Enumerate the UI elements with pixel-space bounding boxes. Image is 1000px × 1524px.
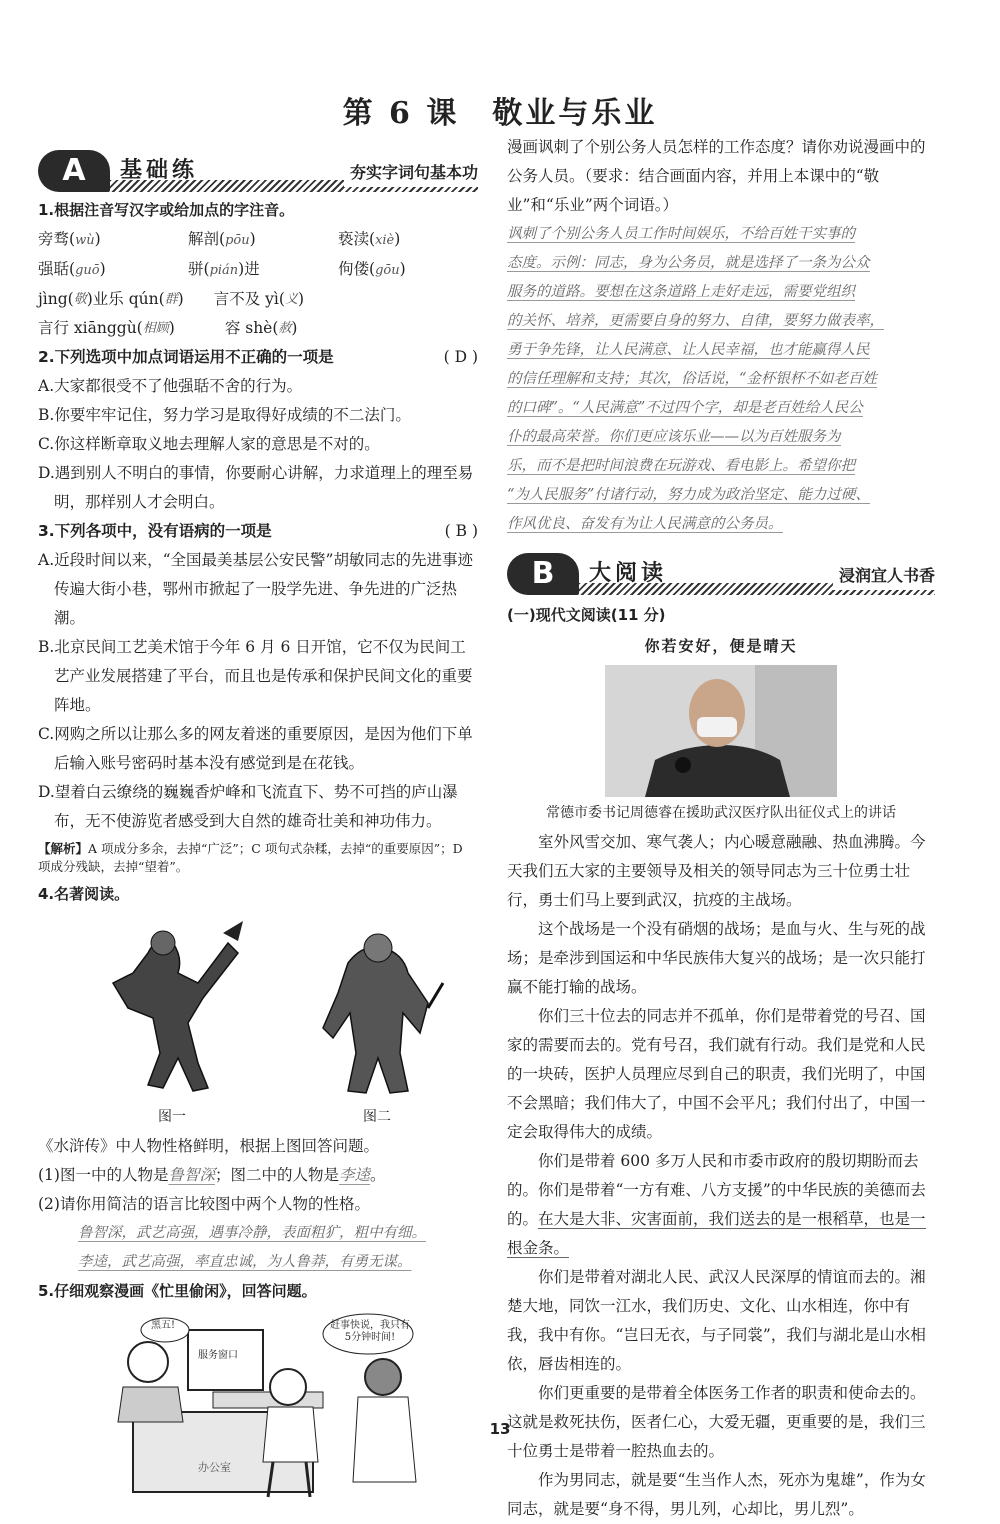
q4-figures <box>38 913 478 1128</box>
section-a-name: 基础练 <box>120 158 199 183</box>
article-paragraph-4: 你们是带着 600 多万人民和市委市政府的殷切期盼而去的。你们是带着“一方有难、八方支援”的中华民族的美德而去的。在大是大非、灾害面前，我们送去的是一根稻草，也是一根金条。 <box>507 1152 926 1257</box>
question-1 <box>38 196 478 343</box>
q1-stem: 1.根据注音写汉字或给加点的字注音。 <box>38 201 295 219</box>
answer: 敬 <box>73 292 87 307</box>
section-b-header <box>507 553 935 597</box>
article-paragraph-7: 作为男同志，就是要“生当作人杰，死亦为鬼雄”，作为女同志，就是要“身不得，男儿列，心却比，男儿烈”。 <box>507 1471 926 1518</box>
answer: wù <box>75 233 95 248</box>
section-a-subtitle: 夯实字词句基本功 <box>344 158 478 187</box>
q1-line2: 强聒(guō) 骈(pián)进 佝偻(gōu) <box>38 260 406 278</box>
figure-2-caption: 图二 <box>363 1109 391 1125</box>
answer-likui: 李逵 <box>339 1166 371 1184</box>
q2-stem: 2.下列选项中加点词语运用不正确的一项是 <box>38 348 334 366</box>
speech-bubble-1: 黑五! <box>151 1320 176 1331</box>
q1-line1: 旁骛(wù) 解剖(pōu) 亵渎(xiè) <box>38 230 401 248</box>
article-paragraph-5: 你们是带着对湖北人民、武汉人民深厚的情谊而去的。湘楚大地，同饮一江水，我们历史、文化、山水相连，你中有我，我中有你。“岂曰无衣，与子同裳”，我们与湖北是山水相依，唇齿相连的。 <box>507 1268 926 1373</box>
q2-answer: ( D ) <box>443 348 478 366</box>
answer: pōu <box>225 233 250 248</box>
section-a-header <box>38 150 478 194</box>
photo-caption: 常德市委书记周德睿在援助武汉医疗队出征仪式上的讲话 <box>546 805 896 821</box>
speech-bubble-2: 赶事快说，我只有5分钟时间! <box>330 1320 410 1343</box>
q4-answer-line1: 鲁智深，武艺高强，遇事冷静，表面粗犷，粗中有细。 <box>78 1225 426 1241</box>
q2-option-a: A.大家都很受不了他强聒不舍的行为。 <box>38 377 303 395</box>
q3-answer: ( B ) <box>444 522 478 540</box>
question-5 <box>38 1277 478 1502</box>
q4-intro: 《水浒传》中人物性格鲜明，根据上图回答问题。 <box>38 1137 380 1155</box>
reading-part-title: (一)现代文阅读(11 分) <box>507 606 666 624</box>
speaker-photo <box>605 665 837 797</box>
underlined-sentence: 在大是大非、灾害面前，我们送去的是一根稻草，也是一根金条。 <box>507 1210 926 1257</box>
article-paragraph-6: 你们更重要的是带着全体医务工作者的职责和使命去的。这就是救死扶伤，医者仁心，大爱无疆，更重要的是，我们三十位勇士是带着一腔热血去的。 <box>507 1384 926 1460</box>
q5-answer: 讽刺了个别公务人员工作时间娱乐，不给百姓干实事的 态度。示例：同志，身为公务员，就是选择了一条为公众 服务的道路。要想在这条道路上走好走远，需要党组织 的关怀、培养，更需要自身的努力、自律，要努力做表率， 勇于争先锋，让人民满意、让人民幸福，也才能赢得人民 的信任理解和支持；其次，俗话说，“金杯银杯不如老百姓 的口碑”。“人民满意”不过四个字，却是老百姓给人民公 仆的最高荣誉。你们更应该乐业——以为百姓服务为 乐，而不是把时间浪费在玩游戏、看电影上。希望你把 “为人民服务”付诸行动，努力成为政治坚定、能力过硬、 作风优良、奋发有为让人民满意的公务员。 <box>507 226 884 532</box>
answer: xiè <box>375 233 395 248</box>
q1-line4: 言行 xiānggù( 相顾 ) 容 shè( 赦 ) <box>38 314 478 343</box>
q2-option-d: D.遇到别人不明白的事情，你要耐心讲解，力求道理上的理至易明，那样别人才会明白。 <box>38 464 474 511</box>
figure-1-illustration <box>98 913 248 1098</box>
answer: gōu <box>375 263 400 278</box>
article-paragraph-1: 室外风雪交加、寒气袭人；内心暖意融融、热血沸腾。今天我们五大家的主要领导及相关的领导同志为三十位勇士壮行，勇士们马上要到武汉，抗疫的主战场。 <box>507 833 926 909</box>
page-number: 13 <box>489 1420 511 1438</box>
answer: pián <box>209 263 239 278</box>
q4-stem: 4.名著阅读。 <box>38 885 130 903</box>
article-paragraph-3: 你们三十位去的同志并不孤单，你们是带着党的号召、国家的需要而去的。党有号召，我们就有行动。我们是党和人民的一块砖，医护人员理应尽到自己的职责，我们光明了，中国不会黑暗；我们伟大了，中国不会平凡；我们付出了，中国一定会取得伟大的成绩。 <box>507 1007 926 1141</box>
left-column <box>38 150 478 1502</box>
article-title: 你若安好，便是晴天 <box>644 637 798 655</box>
photo-image <box>605 665 837 797</box>
question-3 <box>38 517 478 876</box>
answer: 赦 <box>278 321 292 336</box>
q2-option-c: C.你这样断章取义地去理解人家的意思是不对的。 <box>38 435 380 453</box>
q2-option-b: B.你要牢牢记住，努力学习是取得好成绩的不二法门。 <box>38 406 411 424</box>
q5-stem: 5.仔细观察漫画《忙里偷闲》，回答问题。 <box>38 1282 317 1300</box>
q3-option-b: B.北京民间工艺美术馆于今年 6 月 6 日开馆，它不仅为民间工艺产业发展搭建了平台，而且也是传承和保护民间文化的重要阵地。 <box>38 638 473 714</box>
q3-analysis: 【解析】A 项成分多余，去掉“广泛”；C 项句式杂糅，去掉“的重要原因”；D 项成分残缺，去掉“望着”。 <box>38 841 463 874</box>
answer: 义 <box>284 292 298 307</box>
q4-answer-line2: 李逵，武艺高强，率直忠诚，为人鲁莽，有勇无谋。 <box>78 1254 412 1270</box>
answer: 相顾 <box>142 321 169 336</box>
office-label: 办公室 <box>198 1461 231 1474</box>
answer: guō <box>75 263 100 278</box>
cartoon-drawing <box>38 1312 478 1502</box>
section-a-badge: A <box>38 150 110 192</box>
q3-stem: 3.下列各项中，没有语病的一项是 <box>38 522 272 540</box>
q3-option-d: D.望着白云缭绕的巍巍香炉峰和飞流直下、势不可挡的庐山瀑布，无不使游览者感受到大自然的雄奇壮美和神功伟力。 <box>38 783 458 830</box>
q4-sub2: (2)请你用简洁的语言比较图中两个人物的性格。 <box>38 1195 370 1213</box>
q1-line3: jìng( 敬 )业乐 qún( 群 ) 言不及 yì( 义 ) <box>38 285 478 314</box>
figure-1-caption: 图一 <box>158 1109 186 1125</box>
q4-sub1: (1)图一中的人物是鲁智深；图二中的人物是李逵。 <box>38 1166 386 1184</box>
question-4 <box>38 880 478 1277</box>
q3-option-c: C.网购之所以让那么多的网友着迷的重要原因，是因为他们下单后输入账号密码时基本没有感觉到是在花钱。 <box>38 725 473 772</box>
section-b-subtitle: 浸润宜人书香 <box>833 561 935 590</box>
lesson-title: 第 6 课 敬业与乐业 <box>342 96 658 131</box>
screen-text: 服务窗口 <box>198 1350 238 1361</box>
right-column <box>507 133 935 1524</box>
q5-continued: 漫画讽刺了个别公务人员怎样的工作态度？请你劝说漫画中的公务人员。（要求：结合画面内容，并用上本课中的“敬业”和“乐业”两个词语。） <box>507 138 926 214</box>
section-b-badge: B <box>507 553 579 595</box>
cartoon-illustration <box>38 1312 478 1502</box>
figure-2-illustration <box>308 913 448 1098</box>
answer: 群 <box>164 292 178 307</box>
question-2 <box>38 343 478 517</box>
q3-option-a: A.近段时间以来，“全国最美基层公安民警”胡敏同志的先进事迹传遍大街小巷，鄂州市掀起了一股学先进、争先进的广泛热潮。 <box>38 551 473 627</box>
article-paragraph-2: 这个战场是一个没有硝烟的战场；是血与火、生与死的战场；是牵涉到国运和中华民族伟大复兴的战场；是一次只能打赢不能打输的战场。 <box>507 920 926 996</box>
section-b-name: 大阅读 <box>589 561 668 586</box>
answer-luzhishen: 鲁智深 <box>168 1166 215 1184</box>
